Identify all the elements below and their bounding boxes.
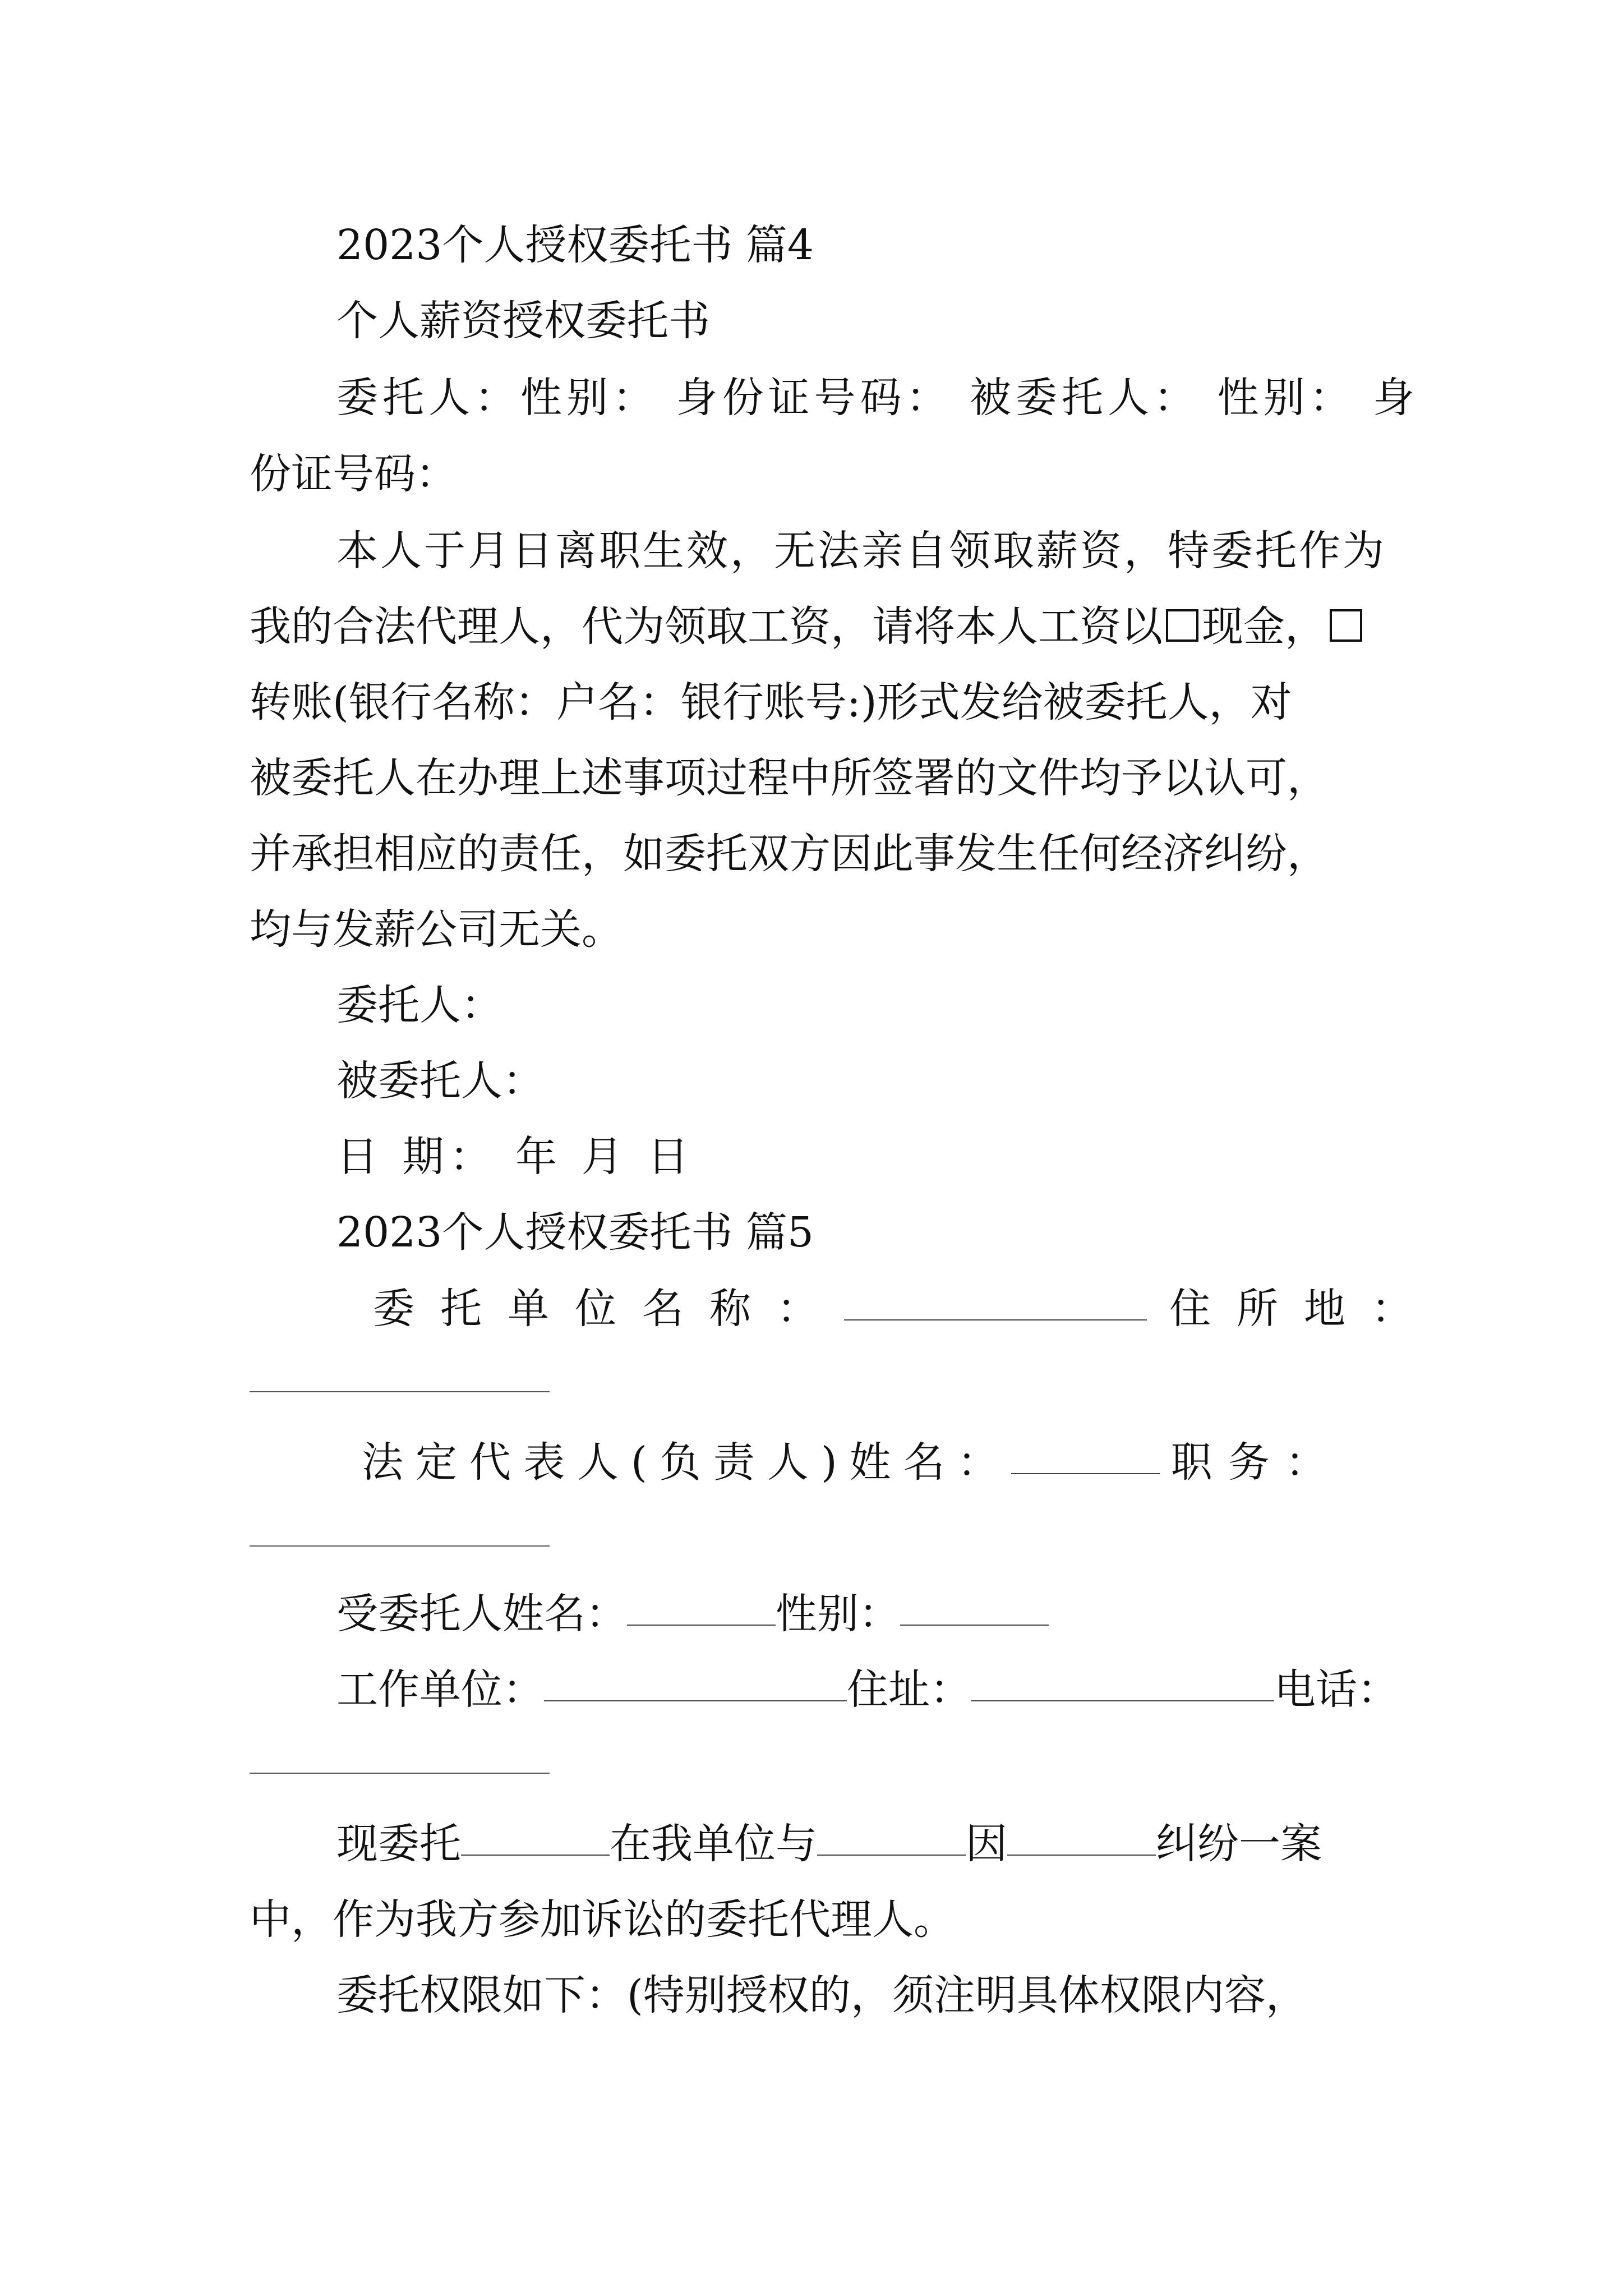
entrust-text: 因: [966, 1820, 1007, 1868]
paragraph-line: 本人于月日离职生效，无法亲自领取薪资，特委托作为: [336, 527, 1386, 575]
checkbox-transfer[interactable]: [1330, 609, 1362, 642]
paragraph-line: 并承担相应的责任，如委托双方因此事发生任何经济纠纷，: [250, 830, 1329, 878]
home-address-label: 住址：: [847, 1665, 971, 1714]
paragraph-line: [250, 602, 1366, 651]
home-address-blank[interactable]: [971, 1700, 1274, 1701]
paragraph-line: 被委托人在办理上述事项过程中所签署的文件均予以认可，: [250, 754, 1329, 802]
position-blank[interactable]: [250, 1545, 550, 1547]
address-blank[interactable]: [250, 1391, 550, 1392]
workplace-label: 工作单位：: [336, 1665, 544, 1714]
agent-line: [336, 1590, 1049, 1638]
agent-gender-blank[interactable]: [900, 1624, 1049, 1626]
unit-name-label: 委托单位名称：: [373, 1285, 844, 1333]
entrust-text: 现委托: [336, 1820, 461, 1868]
date-line: 日 期： 年 月 日: [336, 1133, 695, 1181]
workplace-blank[interactable]: [544, 1700, 847, 1701]
entrusted-person-blank[interactable]: [461, 1854, 610, 1856]
checkbox-cash[interactable]: [1166, 609, 1198, 642]
agent-name-blank[interactable]: [627, 1624, 776, 1626]
entrust-line-cont: 中，作为我方参加诉讼的委托代理人。: [250, 1895, 955, 1944]
signature-principal: 委托人：: [336, 981, 502, 1029]
section-5-heading: 2023个人授权委托书 篇5: [336, 1208, 814, 1257]
dispute-type-blank[interactable]: [1007, 1854, 1156, 1856]
workplace-line: [336, 1665, 1399, 1714]
unit-name-line: [373, 1285, 1438, 1333]
agent-gender-label: 性别：: [776, 1590, 900, 1638]
principal-info-line: 委托人：性别： 身份证号码： 被委托人： 性别： 身: [336, 374, 1419, 422]
entrust-line: [336, 1820, 1322, 1868]
paragraph-text: 我的合法代理人，代为领取工资，请将本人工资以: [250, 602, 1163, 651]
unit-name-blank[interactable]: [844, 1319, 1147, 1320]
address-label: 住所地：: [1169, 1285, 1438, 1333]
paragraph-line: 均与发薪公司无关。: [250, 905, 623, 954]
principal-info-line-cont: 份证号码：: [250, 450, 457, 498]
authority-line: 委托权限如下：(特别授权的，须注明具体权限内容，: [336, 1971, 1307, 2019]
position-label: 职务：: [1170, 1438, 1343, 1487]
phone-label: 电话：: [1274, 1665, 1399, 1714]
section-4-heading: 2023个人授权委托书 篇4: [336, 221, 814, 269]
agent-name-label: 受委托人姓名：: [336, 1590, 627, 1638]
opposing-party-blank[interactable]: [817, 1854, 966, 1856]
representative-label: 法定代表人(负责人)姓名：: [362, 1438, 1011, 1487]
signature-agent: 被委托人：: [336, 1057, 544, 1105]
paragraph-text: 现金，: [1202, 602, 1326, 651]
entrust-text: 在我单位与: [610, 1820, 817, 1868]
representative-blank[interactable]: [1011, 1473, 1160, 1474]
phone-blank[interactable]: [250, 1773, 550, 1774]
representative-line: [362, 1438, 1343, 1487]
paragraph-line: 转账(银行名称：户名：银行账号:)形式发给被委托人，对: [250, 678, 1292, 726]
section-4-title: 个人薪资授权委托书: [336, 297, 710, 345]
entrust-text: 纠纷一案: [1156, 1820, 1322, 1868]
